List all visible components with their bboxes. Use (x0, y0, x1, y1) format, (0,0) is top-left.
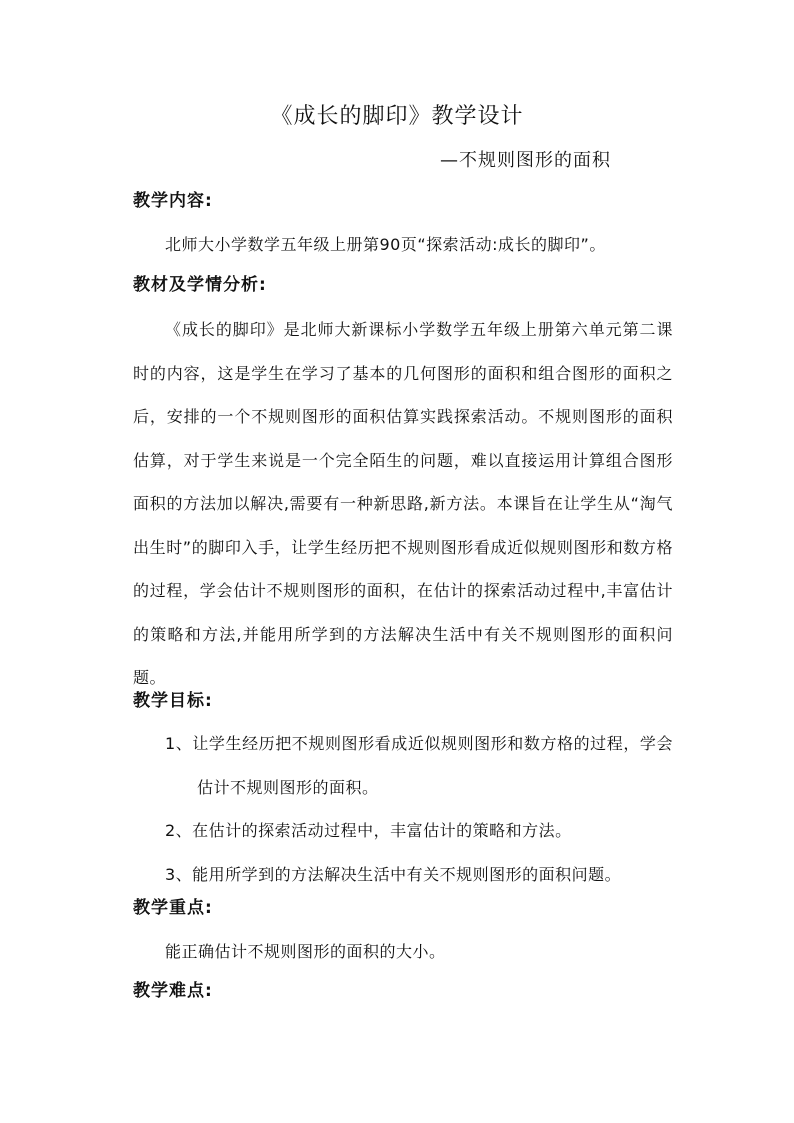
section-heading-analysis: 教材及学情分析: (133, 275, 267, 295)
goal-item-2: 2、在估计的探索活动过程中，丰富估计的策略和方法。 (165, 821, 572, 840)
document-subtitle: —不规则图形的面积 (440, 150, 611, 171)
section-text-content: 北师大小学数学五年级上册第90页“探索活动:成长的脚印”。 (165, 235, 606, 254)
section-heading-key-points: 教学重点: (133, 898, 213, 918)
section-heading-content: 教学内容: (133, 191, 213, 211)
section-text-analysis: 《成长的脚印》是北师大新课标小学数学五年级上册第六单元第二课时的内容，这是学生在学习了基本的几何图形的面积和组合图形的面积之后，安排的一个不规则图形的面积估算实践探索活动。不规则图形的面积估算，对于学生来说是一个完全陌生的问题，难以直接运用计算组合图形面积的方法加以解决,需要有一种新思路,新方法。本课旨在让学生从“淘气出生时”的脚印入手，让学生经历把不规则图形看成近似规则图形和数方格的过程，学会估计不规则图形的面积，在估计的探索活动过程中,丰富估计的策略和方法,并能用所学到的方法解决生活中有关不规则图形的面积问题。 (133, 320, 673, 687)
goals-list (133, 722, 673, 896)
goal-item-1: 1、让学生经历把不规则图形看成近似规则图形和数方格的过程，学会估计不规则图形的面积。 (165, 734, 673, 797)
section-heading-difficulties: 教学难点: (133, 981, 213, 1001)
section-text-key-points: 能正确估计不规则图形的面积的大小。 (165, 942, 446, 961)
goal-item-3: 3、能用所学到的方法解决生活中有关不规则图形的面积问题。 (165, 864, 622, 884)
section-heading-goals: 教学目标: (133, 691, 213, 711)
document-title: 《成长的脚印》教学设计 (270, 104, 524, 129)
